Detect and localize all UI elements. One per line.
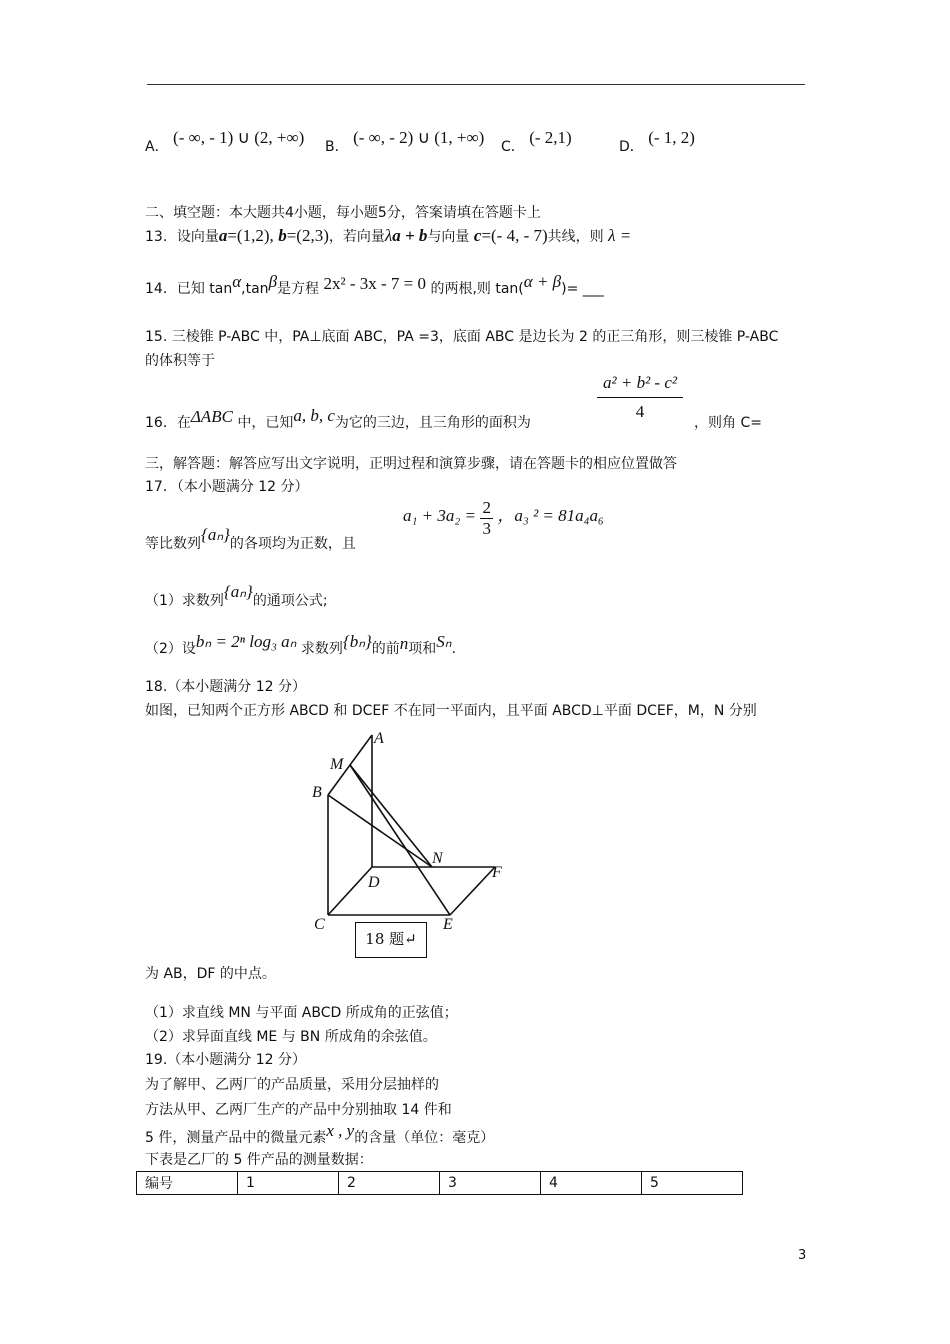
option-b-label: B． [325,139,349,155]
q19-line-3 [145,1121,495,1147]
q17-part-2: （2）设bₙ = 2ⁿ log₃ aₙ 求数列{bₙ}的前n项和Sₙ. [145,632,457,657]
q13-vector-b-value: =(2,3) [286,226,329,245]
q14-equation: 2x² - 3x - 7 = 0 [323,274,426,293]
question-16 [145,406,531,432]
q16-sides: a, b, c [293,406,335,425]
table-header-cell: 3 [440,1172,541,1195]
option-b-value: (- ∞, - 2) ∪ (1, +∞) [353,128,485,147]
section-fill-in-heading: 二、填空题：本大题共4小题，每小题5分，答案请填在答题卡上 [145,205,541,221]
table-header-cell: 5 [642,1172,743,1195]
q14-alpha: α [232,272,242,291]
q17-p2-text-3: 的前 [371,641,400,657]
edge-fe [450,867,495,915]
q14-beta: β [268,272,278,291]
q17-p2-sum: Sₙ [436,632,452,651]
q19-line-1: 为了解甲、乙两厂的产品质量，采用分层抽样的 [145,1077,439,1093]
table-row [137,1172,743,1195]
label-e: E [443,916,453,933]
q14-alpha-beta: α + β [523,272,562,291]
q14-text: 14．已知 tan [145,281,233,297]
table-header-cell: 4 [541,1172,642,1195]
q17-p2-text-5: . [451,641,457,657]
q13-text: 13．设向量 [145,229,219,245]
option-b [325,128,485,156]
edge-dc [328,867,372,915]
q14-text-3: 是方程 [277,281,320,297]
option-a [145,128,305,156]
q19-xy: x , y [326,1121,355,1140]
q17-condition [403,498,604,539]
q16-denominator: 4 [635,402,645,421]
line-me [350,765,450,915]
q16-text: 16．在 [145,415,191,431]
q18-heading: 18.（本小题满分 12 分） [145,679,306,695]
label-d: D [368,874,380,891]
q18-stem-line-2: 为 AB，DF 的中点。 [145,966,276,982]
q17-p2-equation: bₙ = 2ⁿ log₃ aₙ [195,632,297,651]
label-n: N [432,850,443,867]
line-mn [350,765,432,867]
q13-combo: a + b [392,226,428,245]
table-header-cell: 2 [339,1172,440,1195]
label-b: B [312,784,322,801]
q17-heading: 17．（本小题满分 12 分） [145,479,309,495]
q17-p2-text-4: 项和 [408,641,437,657]
q17-text: 等比数列 [145,536,201,552]
option-a-value: (- ∞, - 1) ∪ (2, +∞) [173,128,305,147]
q17-cond-right: ，a₃ ² = 81a₄a₆ [497,505,604,525]
label-c: C [314,916,325,933]
q16-numerator: a² + b² - c² [597,373,683,398]
section-answer-heading: 三，解答题：解答应写出文字说明，正明过程和演算步骤，请在答题卡的相应位置做答 [145,456,677,472]
q17-p1-text: （1）求数列 [145,593,224,609]
q16-text-3: 为它的三边，且三角形的面积为 [334,415,531,431]
table-header-cell: 编号 [137,1172,238,1195]
q13-vector-a: a [218,226,228,245]
q17-p2-text: （2）设 [145,641,196,657]
q17-p1-text-2: 的通项公式; [252,593,328,609]
q18-part-1: （1）求直线 MN 与平面 ABCD 所成角的正弦值； [145,1005,458,1021]
q13-text-2: ，若向量 [328,229,385,245]
option-c [501,128,572,156]
q17-p1-seq: aₙ [230,582,247,601]
q18-figure-caption: 18 题↵ [355,922,427,958]
label-f: F [492,864,502,881]
q19-line-2: 方法从甲、乙两厂生产的产品中分别抽取 14 件和 [145,1102,452,1118]
q14-text-2: ,tan [241,281,269,297]
table-header-cell: 1 [238,1172,339,1195]
q13-text-3: 与向量 [427,229,470,245]
label-a: A [374,730,384,747]
q13-vector-c-value: =(- 4, - 7) [481,226,548,245]
q19-heading: 19.（本小题满分 12 分） [145,1052,306,1068]
q17-text-2: 的各项均为正数，且 [229,536,356,552]
q18-stem-line-1: 如图，已知两个正方形 ABCD 和 DCEF 不在同一平面内，且平面 ABCD⊥平面 DCEF，M，N 分别 [145,703,757,719]
q14-text-5: )= ___ [561,281,604,297]
q17-p2-n: n [399,634,409,653]
option-c-value: (- 2,1) [529,128,572,147]
option-d-label: D． [619,139,644,155]
q13-vector-c: c [473,226,482,245]
q17-part-1: （1）求数列{aₙ}的通项公式; [145,582,328,609]
q17-seq-a: aₙ [207,525,224,544]
label-m: M [330,756,344,773]
option-d-value: (- 1, 2) [648,128,695,147]
line-bn [328,795,432,867]
q13-lambda: λ [384,226,393,245]
header-rule [147,84,805,85]
q18-part-2: （2）求异面直线 ME 与 BN 所成角的余弦值。 [145,1029,437,1045]
option-d [619,128,695,156]
question-15-line-2: 的体积等于 [145,353,215,369]
q17-p2-text-2: 求数列 [300,641,343,657]
q14-text-4: 的两根,则 tan( [430,281,524,297]
q17-p2-seq: bₙ [349,632,365,651]
option-a-label: A． [145,139,169,155]
q17-frac-den: 3 [482,519,491,538]
q16-text-4: ，则角 C= [694,415,762,431]
q17-stem: 等比数列{aₙ}的各项均为正数，且 [145,525,356,552]
q17-cond-left: a₁ + 3a₂ = [403,505,477,525]
question-15-line-1: 15. 三棱锥 P-ABC 中，PA⊥底面 ABC，PA =3，底面 ABC 是边长为 2 的正三角形，则三棱锥 P-ABC [145,329,779,345]
q13-text-4: 共线，则 [547,229,604,245]
option-c-label: C． [501,139,525,155]
q13-vector-a-value: =(1,2), [227,226,274,245]
question-14 [145,272,604,298]
q19-line-3-text: 5 件，测量产品中的微量元素 [145,1130,327,1146]
q16-area-fraction [597,373,683,422]
q13-vector-b: b [278,226,287,245]
q19-line-3-text-2: 的含量（单位：毫克） [354,1130,495,1146]
q19-data-table [136,1171,743,1195]
q16-text-2: 中，已知 [237,415,294,431]
page-number: 3 [798,1248,807,1263]
q19-line-4: 下表是乙厂的 5 件产品的测量数据： [145,1152,373,1168]
q13-end: λ = [608,226,632,245]
question-13 [145,226,631,246]
q17-fraction [480,498,493,539]
q16-triangle: ΔABC [190,407,233,426]
q17-frac-num: 2 [482,498,491,517]
